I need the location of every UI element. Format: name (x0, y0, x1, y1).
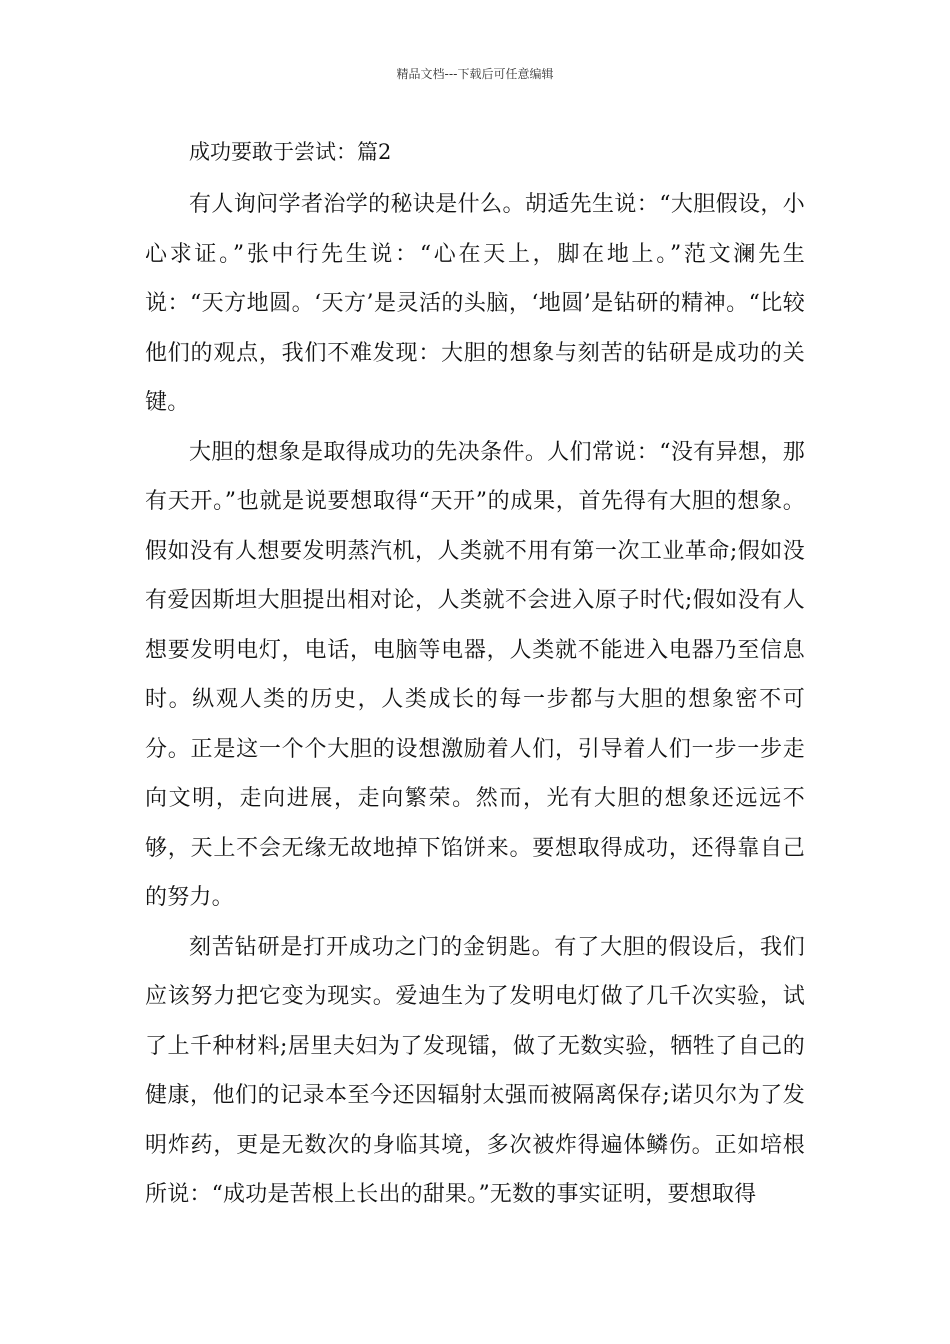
paragraph-3: 刻苦钻研是打开成功之门的金钥匙。有了大胆的假设后，我们应该努力把它变为现实。爱迪生为了发明电灯做了几千次实验，试了上千种材料;居里夫妇为了发现镭，做了无数实验，牺牲了自己的健康，他们的记录本至今还因辐射太强而被隔离保存;诺贝尔为了发明炸药，更是无数次的身临其境，多次被炸得遍体鳞伤。正如培根所说：“成功是苦根上长出的甜果。”无数的事实证明，要想取得 (145, 934, 805, 1207)
document-title: 成功要敢于尝试：篇2 (189, 140, 392, 164)
document-body (145, 180, 805, 1220)
paragraph-2: 大胆的想象是取得成功的先决条件。人们常说：“没有异想，那有天开。”也就是说要想取得“天开”的成果，首先得有大胆的想象。假如没有人想要发明蒸汽机，人类就不用有第一次工业革命;假如没有爱因斯坦大胆提出相对论，人类就不会进入原子时代;假如没有人想要发明电灯，电话，电脑等电器，人类就不能进入电器乃至信息时。纵观人类的历史，人类成长的每一步都与大胆的想象密不可分。正是这一个个大胆的设想激励着人们，引导着人们一步一步走向文明，走向进展，走向繁荣。然而，光有大胆的想象还远远不够，天上不会无缘无故地掉下馅饼来。要想取得成功，还得靠自己的努力。 (145, 439, 805, 910)
page-header: 精品文档---下载后可任意编辑 (396, 67, 554, 81)
paragraph-1: 有人询问学者治学的秘诀是什么。胡适先生说：“大胆假设，小心求证。”张中行先生说：“心在天上，脚在地上。”范文澜先生说：“天方地圆。‘天方’是灵活的头脑，‘地圆’是钻研的精神。“比较他们的观点，我们不难发现：大胆的想象与刻苦的钻研是成功的关键。 (145, 192, 805, 415)
